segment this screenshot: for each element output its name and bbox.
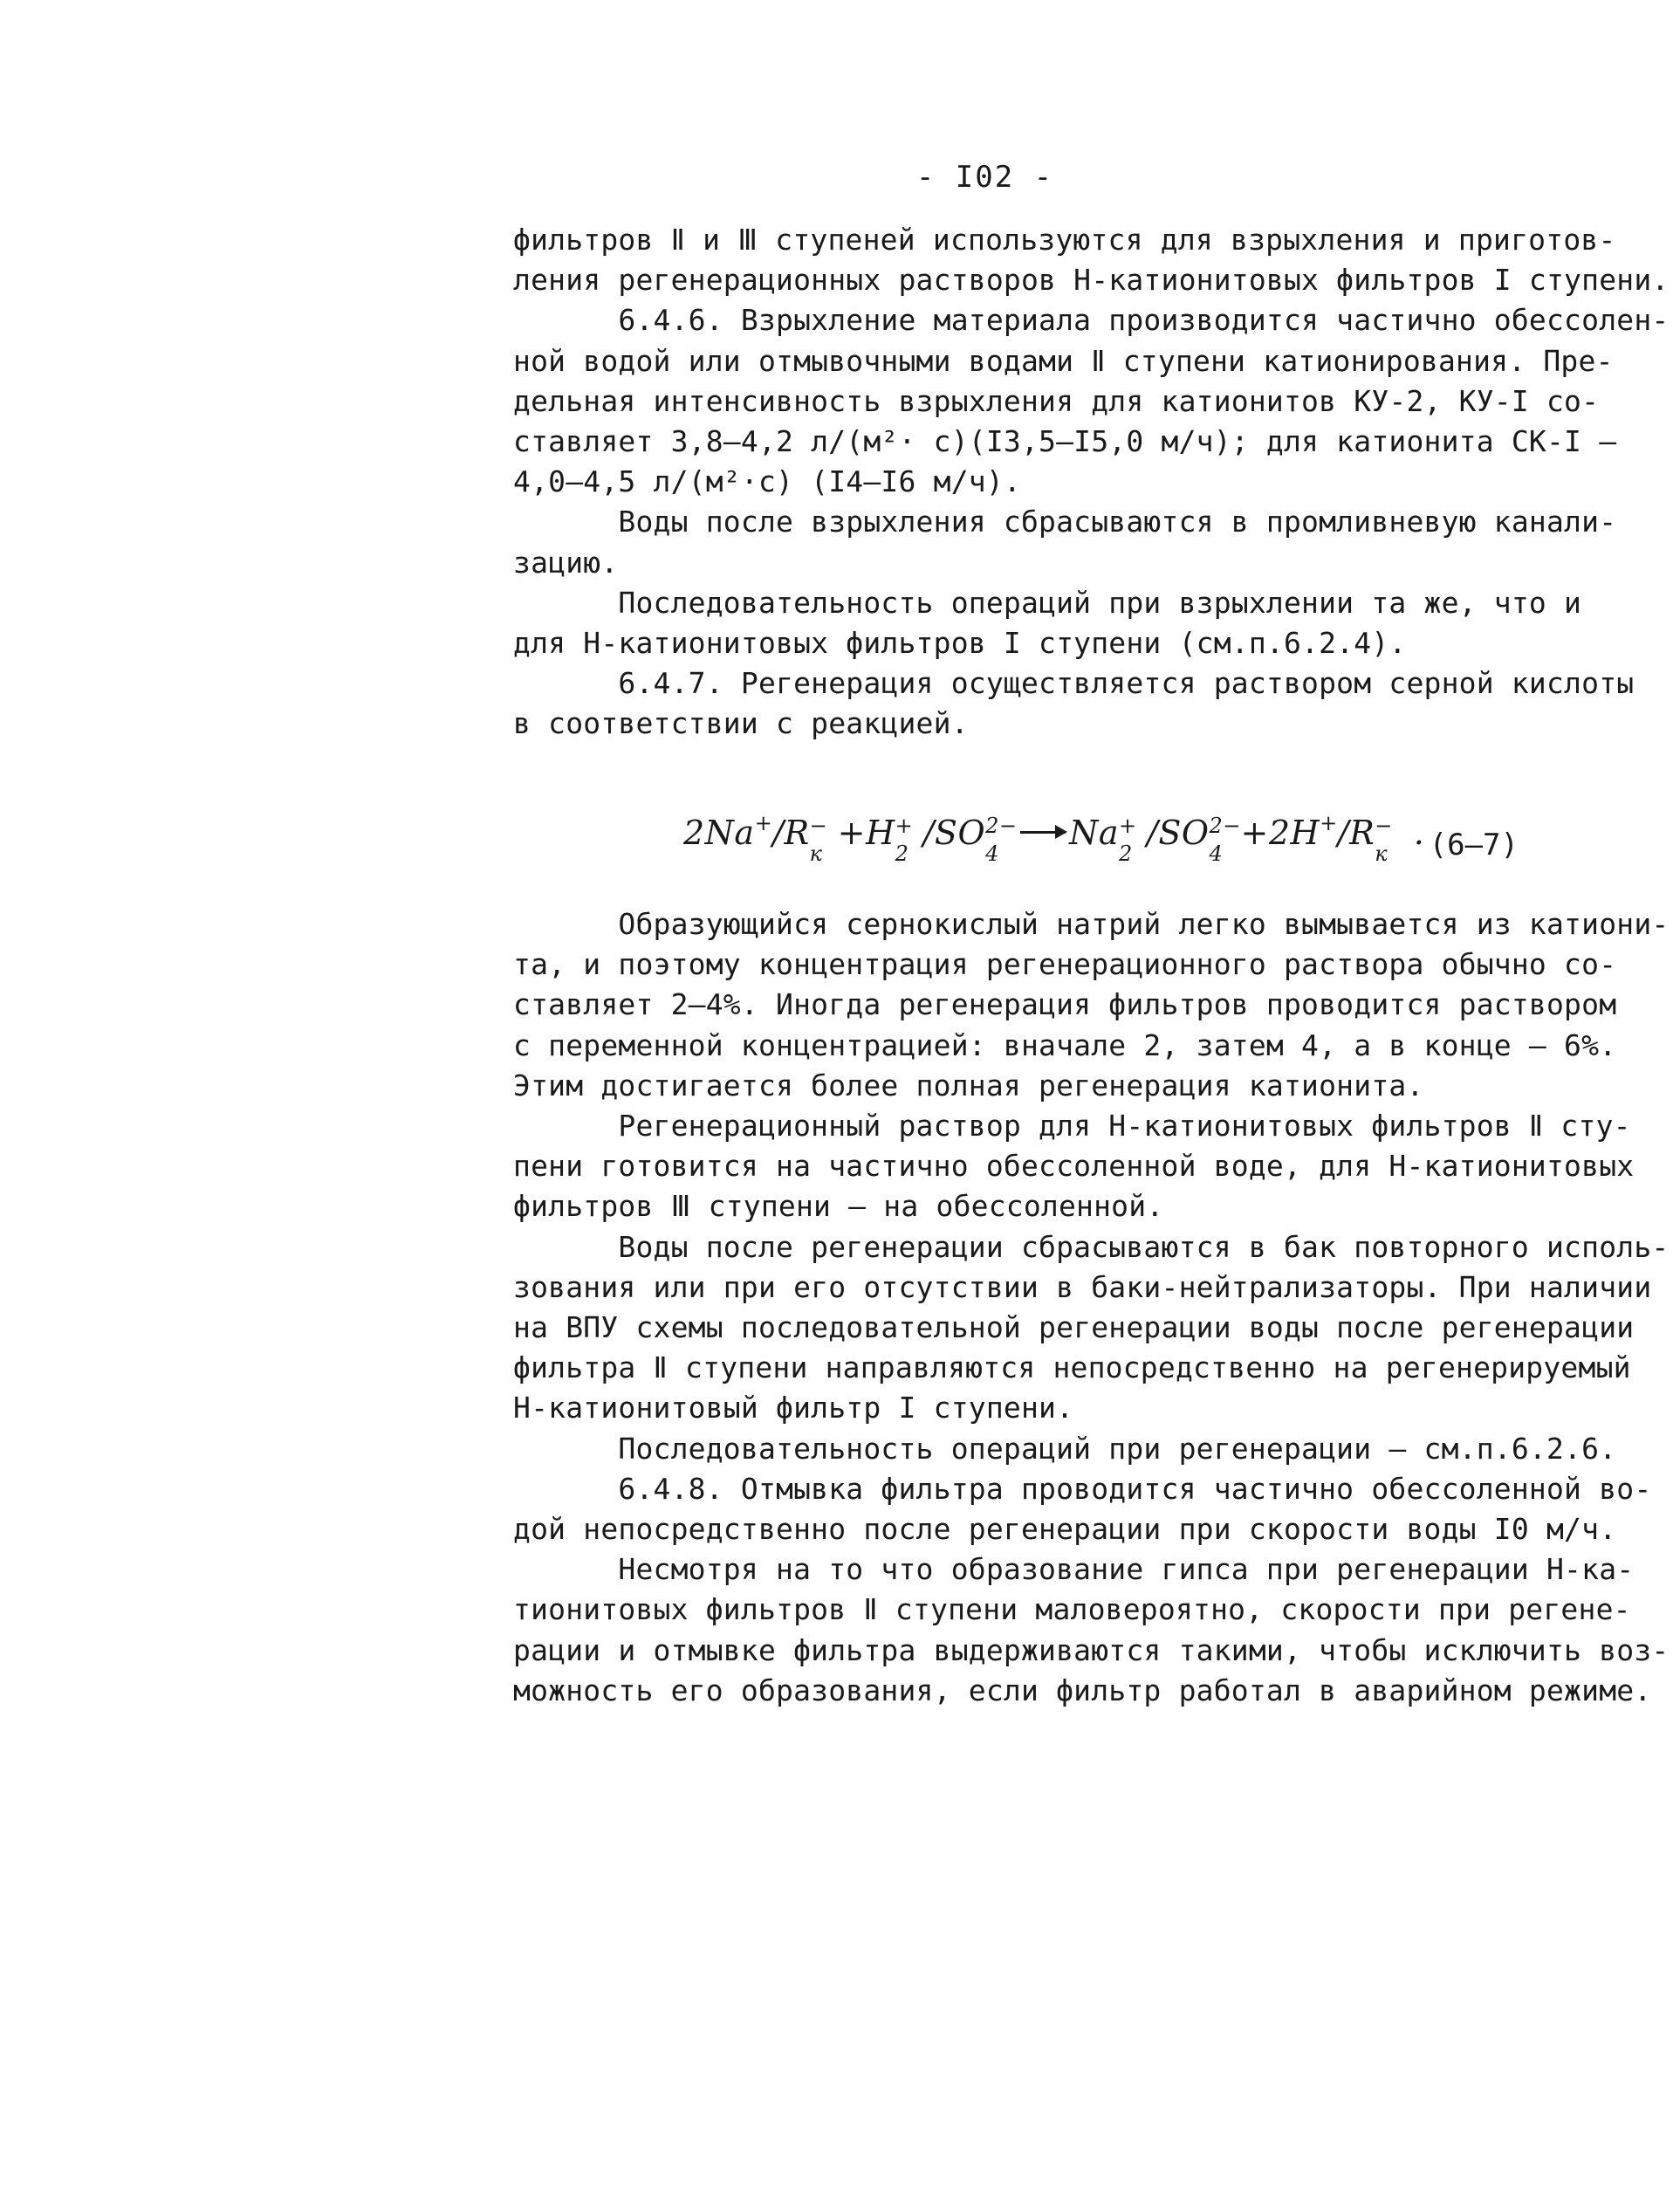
text-line: Последовательность операций при регенерации – см.п.6.2.6. <box>513 1431 1617 1466</box>
text-line: Н-катионитовый фильтр I ступени. <box>513 1391 1074 1425</box>
text-line: дельная интенсивность взрыхления для катионитов КУ-2, КУ-I со- <box>513 383 1600 418</box>
text-line: Несмотря на то что образование гипса при регенерации Н-ка- <box>513 1552 1635 1587</box>
text-line: Последовательность операций при взрыхлении та же, что и <box>513 585 1582 620</box>
text-line: с переменной концентрацией: вначале 2, затем 4, а в конце – 6%. <box>513 1027 1617 1062</box>
text-line: фильтров Ⅱ и Ⅲ ступеней используются для взрыхления и приготов- <box>513 223 1616 257</box>
text-line: зования или при его отсутствии в баки-нейтрализаторы. При наличии <box>513 1269 1652 1304</box>
text-line: 4,0–4,5 л/(м²·с) (I4–I6 м/ч). <box>513 464 1021 499</box>
text-line: в соответствии с реакцией. <box>513 706 969 741</box>
text-line: фильтров Ⅲ ступени – на обессоленной. <box>513 1189 1164 1224</box>
text-before-formula <box>513 220 1670 745</box>
text-line: можность его образования, если фильтр работал в аварийном режиме. <box>513 1673 1652 1707</box>
text-line: Образующийся сернокислый натрий легко вымывается из катиони- <box>513 907 1670 941</box>
text-line: на ВПУ схемы последовательной регенерации воды после регенерации <box>513 1310 1635 1345</box>
text-line: дой непосредственно после регенерации при скорости воды I0 м/ч. <box>513 1512 1617 1547</box>
reaction-formula: 2Na+/R − к +H + 2 /SO 2− 4 Na + 2 /SO 2− 4 +2H+/R − к . <box>683 811 1425 866</box>
text-line: ставляет 2–4%. Иногда регенерация фильтров проводится раствором <box>513 987 1617 1022</box>
text-line: зацию. <box>513 545 619 580</box>
text-line: тионитовых фильтров Ⅱ ступени маловероятно, скорости при регене- <box>513 1592 1631 1627</box>
text-line: фильтра Ⅱ ступени направляются непосредственно на регенерируемый <box>513 1350 1631 1385</box>
text-line: ставляет 3,8–4,2 л/(м²· с)(I3,5–I5,0 м/ч); для катионита СК-I – <box>513 424 1617 459</box>
page-number: - I02 - <box>915 160 1054 195</box>
text-line: 6.4.6. Взрыхление материала производится частично обессолен- <box>513 303 1670 338</box>
text-line: Воды после регенерации сбрасываются в бак повторного исполь- <box>513 1229 1670 1264</box>
text-line: рации и отмывке фильтра выдерживаются такими, чтобы исключить воз- <box>513 1632 1670 1667</box>
text-line: та, и поэтому концентрация регенерационного раствора обычно со- <box>513 947 1617 982</box>
text-line: Этим достигается более полная регенерация катионита. <box>513 1068 1424 1103</box>
text-line: 6.4.7. Регенерация осуществляется раствором серной кислоты <box>513 666 1635 701</box>
reaction-arrow-icon <box>1020 831 1066 834</box>
reaction-equation <box>513 803 1526 882</box>
equation-number: (6–7) <box>1429 828 1519 862</box>
text-line: ления регенерационных растворов Н-катионитовых фильтров I ступени. <box>513 263 1670 298</box>
text-line: 6.4.8. Отмывка фильтра проводится частично обессоленной во- <box>513 1471 1652 1506</box>
text-line: для Н-катионитовых фильтров I ступени (см.п.6.2.4). <box>513 626 1407 661</box>
text-line: пени готовится на частично обессоленной воде, для Н-катионитовых <box>513 1149 1635 1184</box>
text-line: Регенерационный раствор для Н-катионитовых фильтров Ⅱ сту- <box>513 1109 1631 1144</box>
text-after-formula <box>513 904 1670 1711</box>
text-line: Воды после взрыхления сбрасываются в промливневую канали- <box>513 505 1617 539</box>
text-line: ной водой или отмывочными водами Ⅱ ступени катионирования. Пре- <box>513 343 1614 378</box>
